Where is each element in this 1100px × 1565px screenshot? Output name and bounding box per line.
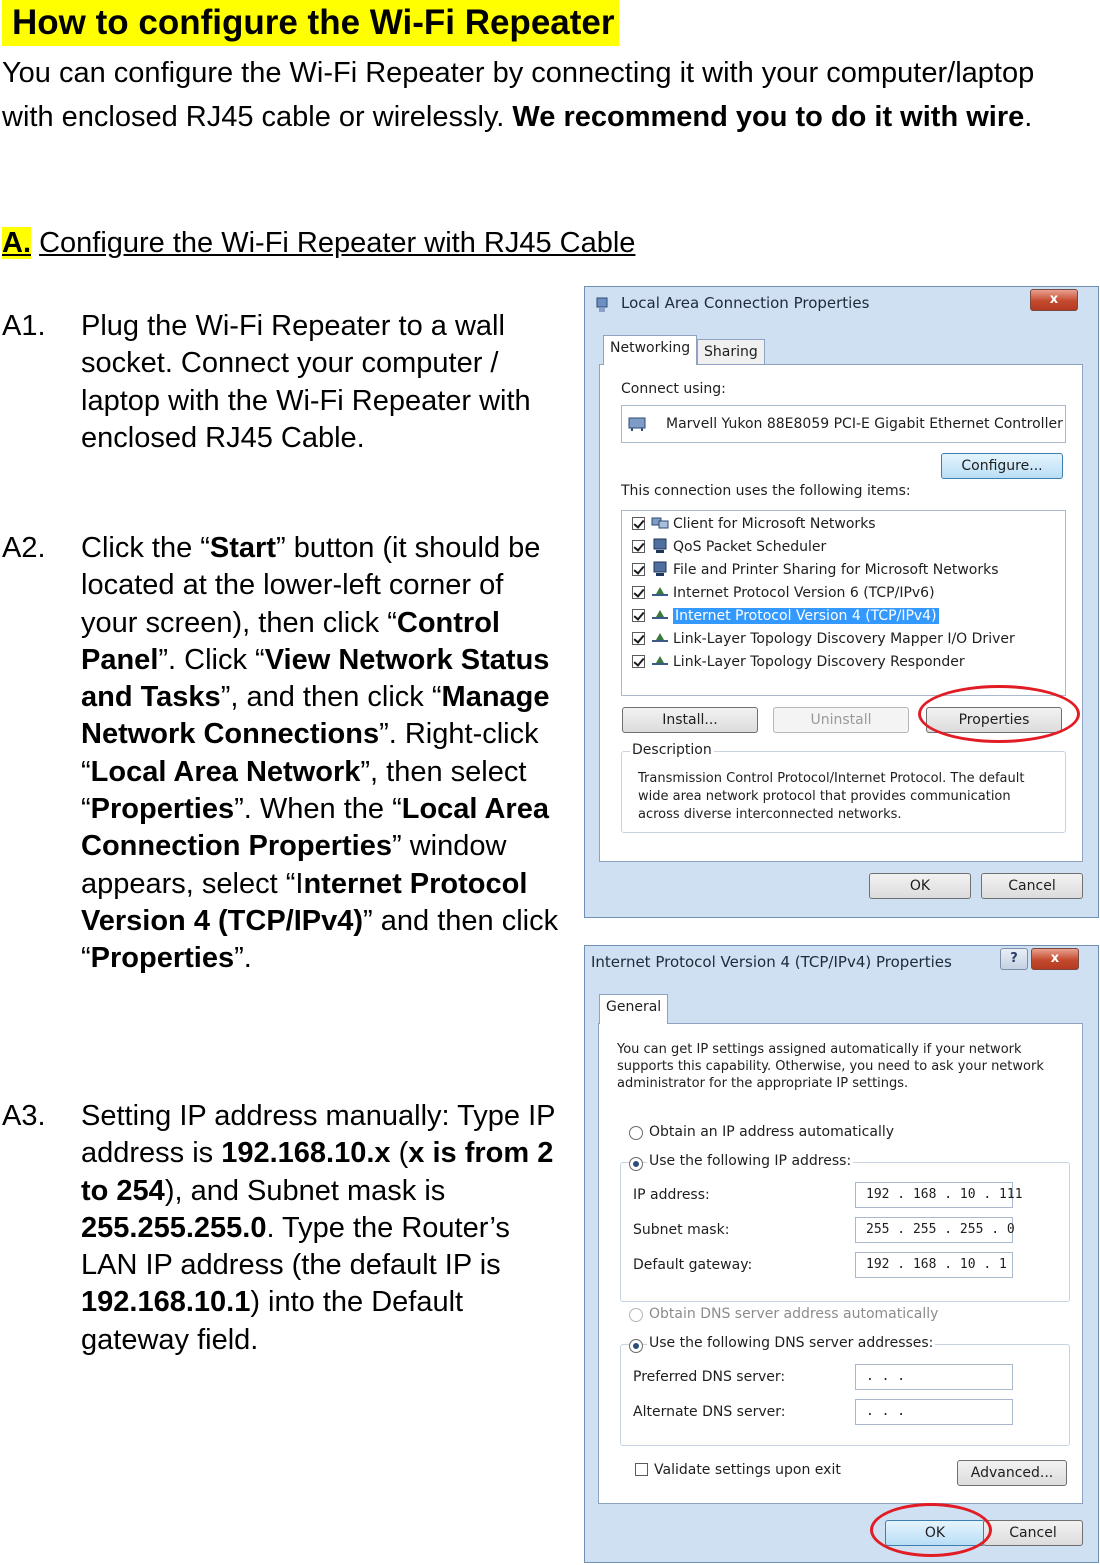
general-panel [598, 1023, 1083, 1504]
uninstall-button[interactable]: Uninstall [773, 707, 909, 733]
annotation-ring [918, 685, 1080, 743]
validate-label: Validate settings upon exit [654, 1462, 841, 1478]
description-group [621, 742, 1066, 833]
subnet-mask-label: Subnet mask: [633, 1222, 730, 1238]
components-list [621, 510, 1066, 696]
protocol-icon [651, 607, 669, 623]
properties-button[interactable]: Properties [926, 707, 1062, 733]
bold-text: 192.168.10.x [221, 1137, 391, 1170]
ip-address-label: IP address: [633, 1187, 710, 1203]
protocol-icon [651, 630, 669, 646]
ok-button[interactable]: OK [885, 1520, 985, 1546]
text: ) into the Default gateway field. [81, 1286, 464, 1356]
section-letter: A. [2, 227, 31, 259]
bold-text: Start [209, 532, 276, 564]
list-item[interactable] [632, 513, 876, 535]
checkbox[interactable] [632, 586, 645, 599]
text: ”. [234, 942, 252, 975]
configure-button[interactable]: Configure... [941, 453, 1063, 479]
adapter-name: Marvell Yukon 88E8059 PCI-E Gigabit Ethernet Controller [666, 416, 1063, 432]
text: ”. Right-click “ [81, 718, 539, 788]
step-number: A2. [2, 532, 46, 564]
section-heading [2, 222, 635, 264]
intro-end: . [1024, 101, 1033, 133]
bold-text: 192.168.10.1 [81, 1286, 251, 1319]
adapter-box [621, 405, 1066, 443]
intro-paragraph [2, 51, 1092, 139]
text: Setting IP address manually: Type IP address is [81, 1100, 555, 1170]
list-item[interactable] [632, 536, 826, 558]
dialog-title: Local Area Connection Properties [621, 294, 870, 312]
text: ” window appears, select “I [81, 830, 507, 900]
list-item[interactable] [632, 582, 935, 604]
text: ” and then click “ [81, 904, 559, 975]
ip-address-field[interactable]: 192 . 168 . 10 . 111 [855, 1182, 1013, 1208]
list-item-selected[interactable] [632, 605, 939, 627]
checkbox[interactable] [632, 517, 645, 530]
preferred-dns-field[interactable]: . . . [855, 1364, 1013, 1390]
step-a3 [2, 1098, 562, 1359]
obtain-dns-label: Obtain DNS server address automatically [649, 1306, 939, 1322]
item-label: Link-Layer Topology Discovery Mapper I/O Driver [673, 631, 1015, 647]
step-text [81, 530, 562, 978]
alternate-dns-label: Alternate DNS server: [633, 1404, 786, 1420]
bold-text: nternet Protocol Version 4 (TCP/IPv4) [81, 867, 528, 937]
close-button[interactable]: x [1031, 948, 1079, 970]
list-item[interactable] [632, 651, 965, 673]
bold-text: x is from 2 to 254 [81, 1137, 554, 1207]
text: ”. When the “ [234, 793, 402, 826]
text: ( [390, 1137, 409, 1170]
protocol-icon [651, 653, 669, 669]
help-button[interactable]: ? [1000, 948, 1028, 970]
step-number: A3. [2, 1100, 46, 1132]
item-label: File and Printer Sharing for Microsoft Networks [673, 562, 999, 578]
step-number: A1. [2, 310, 46, 342]
step-text: Plug the Wi-Fi Repeater to a wall socket. Connect your computer / laptop with the Wi-Fi Repeater with enclosed RJ45 Cable. [81, 310, 531, 454]
protocol-icon [651, 584, 669, 600]
general-intro: You can get IP settings assigned automatically if your network supports this capability. Otherwise, you need to ask your network administrator for the appropriate IP settings. [617, 1042, 1044, 1091]
networking-panel [599, 364, 1083, 862]
bold-text: Properties [90, 942, 235, 975]
checkbox[interactable] [632, 655, 645, 668]
list-item[interactable] [632, 559, 999, 581]
text: ), and Subnet mask is [164, 1174, 446, 1207]
bold-text: Local Area Network [90, 755, 361, 788]
network-icon [595, 297, 609, 313]
service-icon [651, 538, 669, 554]
obtain-ip-label: Obtain an IP address automatically [649, 1124, 895, 1140]
text: ” button (it should be located at the lower-left corner of your screen), then click “ [81, 532, 541, 639]
validate-checkbox[interactable] [635, 1463, 648, 1476]
description-label: Description [632, 742, 712, 758]
preferred-dns-label: Preferred DNS server: [633, 1369, 786, 1385]
tab-general[interactable]: General [599, 994, 668, 1024]
service-icon [651, 561, 669, 577]
text: Click the “ [81, 532, 210, 564]
page-title: How to configure the Wi-Fi Repeater [2, 0, 619, 46]
obtain-dns-radio[interactable] [629, 1308, 643, 1322]
items-label: This connection uses the following items: [621, 483, 911, 499]
advanced-button[interactable]: Advanced... [957, 1460, 1067, 1486]
alternate-dns-field[interactable]: . . . [855, 1399, 1013, 1425]
bold-text: Control Panel [81, 606, 500, 676]
obtain-ip-radio[interactable] [629, 1126, 643, 1140]
default-gateway-label: Default gateway: [633, 1257, 753, 1273]
text: ”, then select “ [81, 755, 527, 826]
item-label: Internet Protocol Version 6 (TCP/IPv6) [673, 585, 935, 601]
checkbox[interactable] [632, 632, 645, 645]
client-icon [651, 515, 669, 531]
ip-group [620, 1153, 1070, 1302]
subnet-mask-field[interactable]: 255 . 255 . 255 . 0 [855, 1217, 1013, 1243]
use-ip-label: Use the following IP address: [649, 1153, 852, 1169]
use-ip-radio[interactable] [629, 1157, 643, 1171]
dialog-title: Internet Protocol Version 4 (TCP/IPv4) Properties [591, 953, 952, 971]
item-label: Link-Layer Topology Discovery Responder [673, 654, 965, 670]
dns-group [620, 1335, 1070, 1446]
ok-button[interactable]: OK [869, 873, 971, 899]
lan-properties-dialog [584, 286, 1099, 918]
adapter-icon [628, 416, 646, 432]
annotation-ring [870, 1503, 992, 1557]
step-a2 [2, 530, 562, 978]
step-a1 [2, 308, 562, 457]
checkbox[interactable] [632, 563, 645, 576]
item-label: QoS Packet Scheduler [673, 539, 827, 555]
text: ”. Click “ [158, 643, 265, 676]
tab-sharing[interactable]: Sharing [697, 339, 765, 365]
item-label: Internet Protocol Version 4 (TCP/IPv4) [675, 608, 937, 624]
validate-setting[interactable] [635, 1460, 841, 1480]
description-text: Transmission Control Protocol/Internet Protocol. The default wide area network protocol that provides communication across diverse interconnected networks. [638, 771, 1025, 822]
use-dns-radio[interactable] [629, 1339, 643, 1353]
install-button[interactable]: Install... [622, 707, 758, 733]
intro-text: You can configure the Wi-Fi Repeater by connecting it with your computer/laptop with enclosed RJ45 cable or wirelessly. [2, 57, 1035, 133]
cancel-button[interactable]: Cancel [981, 873, 1083, 899]
connect-using-label: Connect using: [621, 381, 726, 397]
default-gateway-field[interactable]: 192 . 168 . 10 . 1 [855, 1252, 1013, 1278]
ipv4-properties-dialog [584, 945, 1099, 1563]
step-text [81, 1098, 562, 1359]
item-label: Client for Microsoft Networks [673, 516, 876, 532]
tab-networking[interactable]: Networking [603, 335, 697, 365]
bold-text: View Network Status and Tasks [81, 643, 550, 714]
bold-text: 255.255.255.0 [81, 1211, 267, 1244]
cancel-button[interactable]: Cancel [983, 1520, 1083, 1546]
bold-text: Local Area Connection Properties [81, 793, 549, 863]
intro-recommendation: We recommend you to do it with wire [512, 101, 1025, 133]
use-dns-label: Use the following DNS server addresses: [649, 1335, 934, 1351]
bold-text: Manage Network Connections [81, 681, 550, 751]
text: . Type the Router’s LAN IP address (the default IP is [81, 1211, 510, 1282]
checkbox[interactable] [632, 540, 645, 553]
text: ”, and then click “ [220, 681, 442, 714]
list-item[interactable] [632, 628, 1015, 650]
close-button[interactable]: x [1030, 289, 1078, 311]
bold-text: Properties [90, 793, 235, 826]
checkbox[interactable] [632, 609, 645, 622]
section-title: Configure the Wi-Fi Repeater with RJ45 Cable [39, 227, 636, 259]
